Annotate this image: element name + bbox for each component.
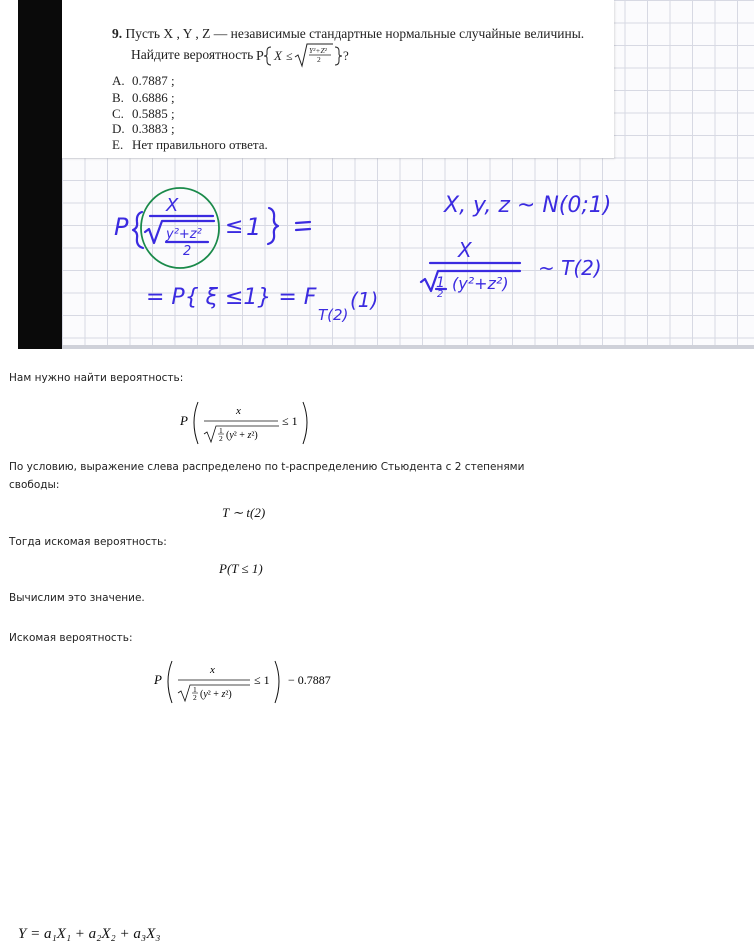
- svg-text:P: P: [256, 49, 264, 64]
- option-a: A. 0.7887 ;: [112, 73, 175, 88]
- svg-text:1: 1: [246, 213, 262, 241]
- svg-text:2: 2: [219, 434, 223, 443]
- svg-text:(y²+z²): (y²+z²): [452, 274, 509, 293]
- hw-cdf: = P{ ξ ≤1} = F: [146, 285, 317, 310]
- svg-text:2: 2: [183, 244, 192, 259]
- svg-text:2: 2: [193, 693, 197, 702]
- answer-condition: По условию, выражение слева распределено по t-распределению Стьюдента с 2 степенями: [9, 461, 525, 473]
- option-c: C. 0.5885 ;: [112, 106, 175, 121]
- option-e: E. Нет правильного ответа.: [112, 137, 268, 152]
- hw-p: P: [114, 213, 129, 241]
- option-b: B. 0.6886 ;: [112, 90, 175, 105]
- svg-text:1: 1: [193, 685, 197, 694]
- formula-result: [150, 655, 350, 707]
- formula-t-probability: P(T ≤ 1): [219, 561, 263, 576]
- svg-text:X: X: [274, 48, 282, 63]
- svg-text:x: x: [210, 664, 215, 676]
- hw-cdf-arg: (1): [350, 288, 379, 312]
- svg-text:X: X: [166, 195, 179, 216]
- svg-text:≤ 1: ≤ 1: [282, 414, 298, 428]
- svg-text:2: 2: [437, 289, 444, 300]
- result-value: − 0.7887: [288, 673, 331, 687]
- svg-text:x: x: [236, 405, 241, 417]
- svg-text:P: P: [154, 672, 162, 687]
- answer-compute: Вычислим это значение.: [9, 592, 145, 604]
- problem-statement: Пусть X , Y , Z — независимые стандартные нормальные случайные величины.: [125, 26, 585, 41]
- bottom-equation: Y = a₁X₁ + a₂X₂ + a₃X₃: [18, 926, 161, 942]
- answer-then: Тогда искомая вероятность:: [9, 536, 167, 548]
- svg-text:≤ 1: ≤ 1: [254, 673, 270, 687]
- svg-text:1: 1: [436, 275, 445, 291]
- answer-condition-cont: свободы:: [9, 479, 60, 491]
- formula-t-distribution: T ∼ t(2): [222, 505, 266, 520]
- formula-probability: [176, 396, 316, 448]
- hw-t-dist: ~ T(2): [538, 256, 602, 280]
- handwritten-notes: [0, 0, 754, 349]
- option-d: D. 0.3883 ;: [112, 121, 175, 136]
- svg-text:1: 1: [219, 426, 223, 435]
- svg-text:?: ?: [343, 48, 349, 63]
- problem-question: Найдите вероятность: [131, 47, 254, 62]
- svg-text:(y² + z²): (y² + z²): [200, 689, 232, 700]
- hw-distribution: X, y, z ~ N(0;1): [444, 193, 612, 218]
- svg-text:X: X: [458, 238, 472, 262]
- svg-text:Y²+Z²: Y²+Z²: [309, 46, 327, 55]
- svg-text:y²+z²: y²+z²: [166, 227, 202, 242]
- answer-result-label: Искомая вероятность:: [9, 632, 133, 644]
- problem-number: 9.: [112, 26, 123, 41]
- svg-text:≤: ≤: [225, 214, 244, 239]
- svg-text:≤: ≤: [286, 49, 293, 63]
- answer-intro: Нам нужно найти вероятность:: [9, 372, 184, 384]
- svg-text:P: P: [180, 413, 188, 428]
- svg-text:2: 2: [317, 55, 321, 64]
- problem-photo: [0, 0, 754, 349]
- svg-text:(y² + z²): (y² + z²): [226, 430, 258, 441]
- hw-cdf-sub: T(2): [318, 306, 349, 324]
